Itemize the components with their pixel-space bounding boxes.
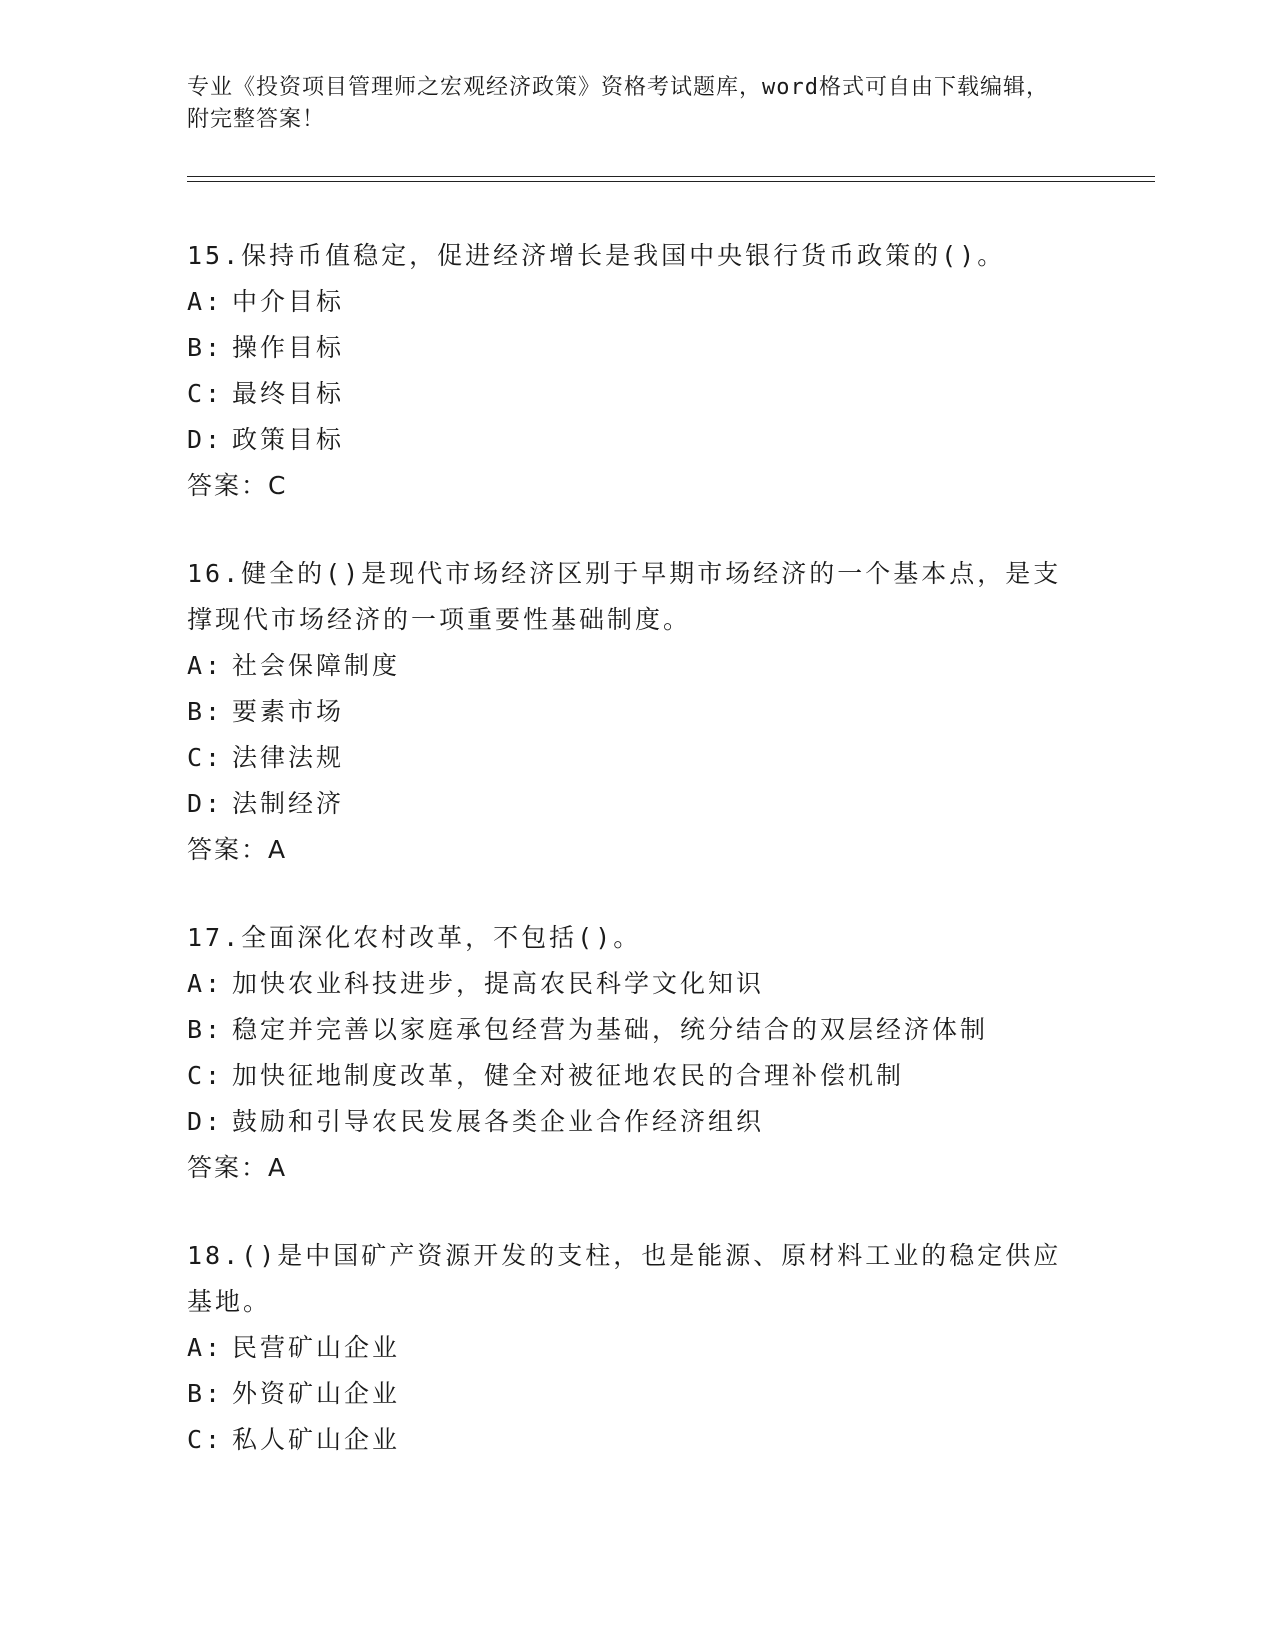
option-b [187,325,1087,371]
header-divider-bottom [187,181,1155,182]
option-text: 民营矿山企业 [232,1333,401,1362]
option-b [187,689,1087,735]
option-key: A: [187,651,224,680]
option-text: 操作目标 [232,333,345,362]
option-a [187,643,1087,689]
option-d [187,781,1087,827]
option-text: 外资矿山企业 [232,1379,401,1408]
question-stem: 18.()是中国矿产资源开发的支柱，也是能源、原材料工业的稳定供应基地。 [187,1241,1062,1316]
option-text: 稳定并完善以家庭承包经营为基础，统分结合的双层经济体制 [232,1015,989,1044]
option-d [187,417,1087,463]
option-a [187,1325,1087,1371]
option-text: 加快农业科技进步，提高农民科学文化知识 [232,969,765,998]
option-c [187,735,1087,781]
question-15 [187,233,1087,509]
answer-line: 答案：C [187,471,288,500]
option-text: 鼓励和引导农民发展各类企业合作经济组织 [232,1107,765,1136]
option-text: 中介目标 [232,287,345,316]
question-16 [187,551,1087,873]
question-list [187,233,1087,1505]
answer-line: 答案：A [187,835,288,864]
option-key: B: [187,1379,224,1408]
option-key: A: [187,1333,224,1362]
option-text: 法制经济 [232,789,345,818]
option-key: C: [187,379,224,408]
option-text: 政策目标 [232,425,345,454]
option-c [187,371,1087,417]
option-c [187,1053,1087,1099]
option-text: 加快征地制度改革，健全对被征地农民的合理补偿机制 [232,1061,905,1090]
option-text: 社会保障制度 [232,651,401,680]
option-key: A: [187,287,224,316]
option-a [187,279,1087,325]
option-a [187,961,1087,1007]
option-text: 要素市场 [232,697,345,726]
answer-line: 答案：A [187,1153,288,1182]
question-17 [187,915,1087,1191]
option-text: 私人矿山企业 [232,1425,401,1454]
option-d [187,1099,1087,1145]
question-stem: 16.健全的()是现代市场经济区别于早期市场经济的一个基本点，是支撑现代市场经济的一项重要性基础制度。 [187,559,1062,634]
option-key: D: [187,789,224,818]
option-key: A: [187,969,224,998]
option-key: B: [187,333,224,362]
option-key: C: [187,1425,224,1454]
question-stem: 15.保持币值稳定，促进经济增长是我国中央银行货币政策的()。 [187,241,1006,270]
option-key: B: [187,697,224,726]
question-stem: 17.全面深化农村改革，不包括()。 [187,923,642,952]
option-key: C: [187,743,224,772]
option-key: D: [187,425,224,454]
option-key: C: [187,1061,224,1090]
document-intro: 专业《投资项目管理师之宏观经济政策》资格考试题库，word格式可自由下载编辑，附完整答案！ [187,75,1049,132]
question-18 [187,1233,1087,1463]
option-b [187,1371,1087,1417]
option-key: B: [187,1015,224,1044]
option-text: 法律法规 [232,743,345,772]
option-b [187,1007,1087,1053]
option-key: D: [187,1107,224,1136]
option-text: 最终目标 [232,379,345,408]
option-c [187,1417,1087,1463]
header-divider-top [187,176,1155,177]
